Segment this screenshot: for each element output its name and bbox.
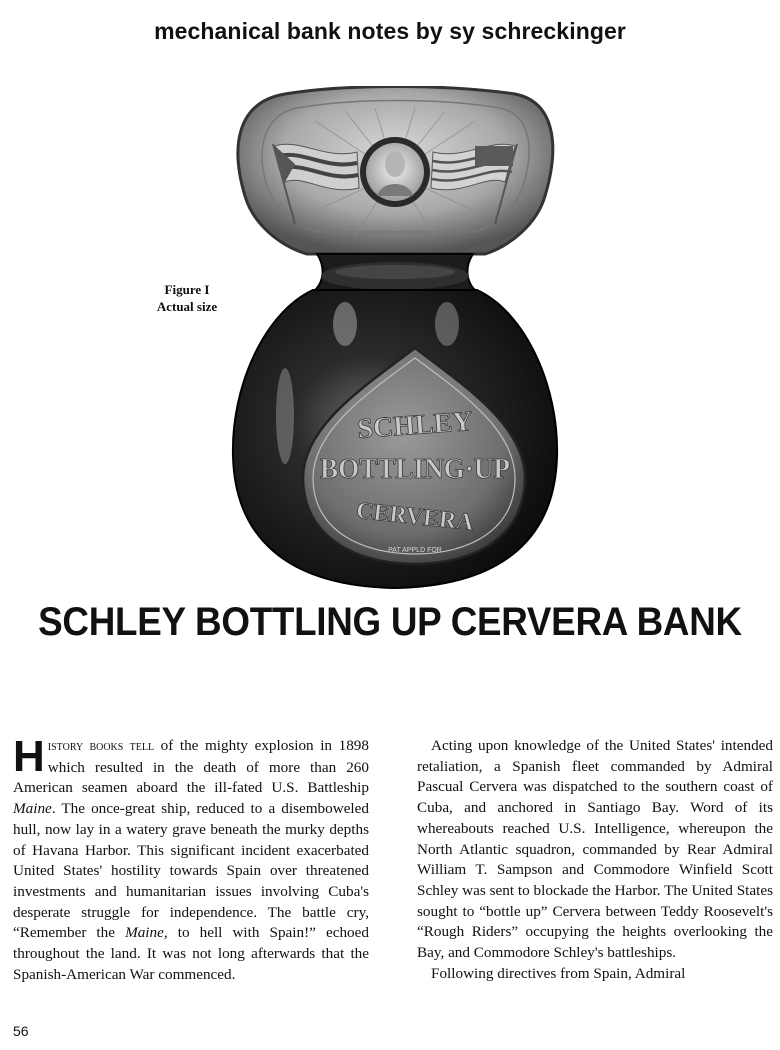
- ship-name: Maine: [125, 924, 164, 942]
- running-header: mechanical bank notes by sy schreckinger: [154, 18, 626, 44]
- article-column-left: [13, 732, 369, 985]
- article-column-right: [417, 736, 773, 984]
- plate-text-line1: SCHLEY: [356, 406, 474, 445]
- plate-text-line3: CERVERA: [354, 497, 475, 537]
- article-paragraph: [13, 732, 369, 985]
- bank-photograph: [225, 86, 565, 591]
- plate-small-text: PAT APPLD FOR: [388, 547, 442, 554]
- drop-cap: H: [13, 732, 45, 781]
- paragraph-text: . The once-great ship, reduced to a disemboweled hull, now lay in a watery grave beneath the murky depths of Havana Harbor. This significant incident exacerbated United States' hostility towards Spain over threatened investments and humanitarian issues involving Cuba's desperate struggle for independence. The battle cry, “Remember the: [13, 800, 369, 942]
- figure-caption-size: Actual size: [156, 299, 218, 314]
- article-paragraph: Following directives from Spain, Admiral: [431, 964, 686, 982]
- ship-name: Maine: [13, 800, 52, 818]
- page-number: 56: [13, 1023, 29, 1039]
- paragraph-text: of the mighty explosion in 1898 which resulted in the death of more than 260 American seamen aboard the ill-fated U.S. Battleship: [13, 737, 369, 797]
- figure-caption-label: Figure I: [164, 282, 210, 297]
- article-title: SCHLEY BOTTLING UP CERVERA BANK: [38, 600, 742, 644]
- paragraph-text: , to hell with Spain!” echoed throughout the land. It was not long afterwards that the Spanish-American War commenced.: [13, 924, 369, 983]
- article-paragraph: Acting upon knowledge of the United States' intended retaliation, a Spanish fleet commanded by Admiral Pascual Cervera was dispatched to the southern coast of Cuba, and anchored in Santiago Bay. Word of its whereabouts reached U.S. Intelligence, whereupon the North Atlantic squadron, commanded by Rear Admiral William T. Sampson and Commodore Winfield Scott Schley was sent to blockade the Harbor. The United States sought to “bottle up” Cervera between Teddy Roosevelt's “Rough Riders” occupying the heights overlooking the Bay, and Commodore Schley's battleships.: [417, 737, 773, 962]
- lead-in: istory books tell: [47, 739, 155, 754]
- plate-text-line2: BOTTLING·UP: [320, 454, 510, 485]
